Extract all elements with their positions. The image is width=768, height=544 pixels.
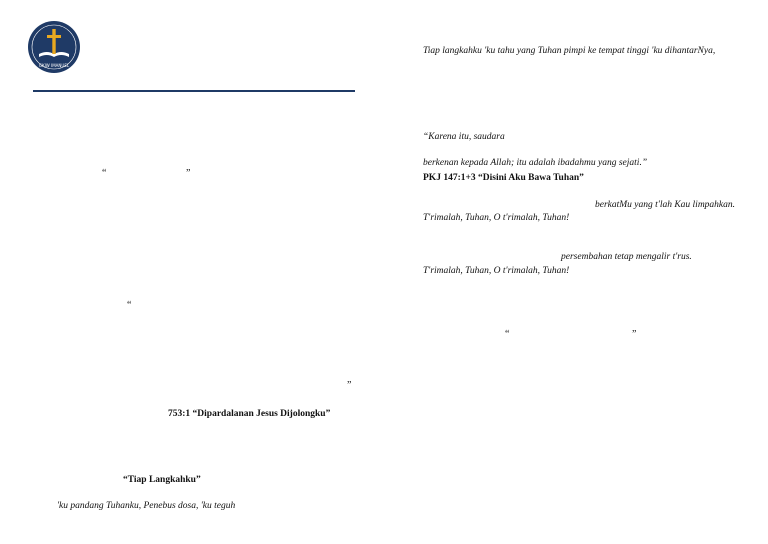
church-seal-logo-icon [27,20,81,74]
church-logo [27,20,81,74]
header-divider [33,90,355,92]
hymn-line: 'ku pandang Tuhanku, Penebus dosa, 'ku teguh [57,501,236,511]
hymn-753-title: 753:1 “Dipardalanan Jesus Dijolongku” [168,409,331,419]
quote-close-3: ” [632,329,637,340]
scripture-karena: “Karena itu, saudara [423,132,505,142]
pkj-147-title: PKJ 147:1+3 “Disini Aku Bawa Tuhan” [423,173,584,183]
hymn-trimalah-2: T'rimalah, Tuhan, O t'rimalah, Tuhan! [423,266,570,276]
hymn-tiap-langkahku-title: “Tiap Langkahku” [123,475,201,485]
hymn-line-2: Tiap langkahku 'ku tahu yang Tuhan pimpi ke tempat tinggi 'ku dihantarNya, [423,46,716,56]
quote-close-2: ” [347,380,352,391]
quote-open-1: “ [102,168,107,179]
hymn-berkatmu: berkatMu yang t'lah Kau limpahkan. [595,200,736,210]
hymn-persembahan: persembahan tetap mengalir t'rus. [561,252,692,262]
scripture-berkenan: berkenan kepada Allah; itu adalah ibadahmu yang sejati.” [423,158,648,168]
quote-open-3: “ [505,329,510,340]
quote-open-2: “ [127,300,132,311]
hymn-trimalah-1: T'rimalah, Tuhan, O t'rimalah, Tuhan! [423,213,570,223]
quote-close-1: ” [186,168,191,179]
logo-text: GKJW IMANUEL [38,63,70,68]
